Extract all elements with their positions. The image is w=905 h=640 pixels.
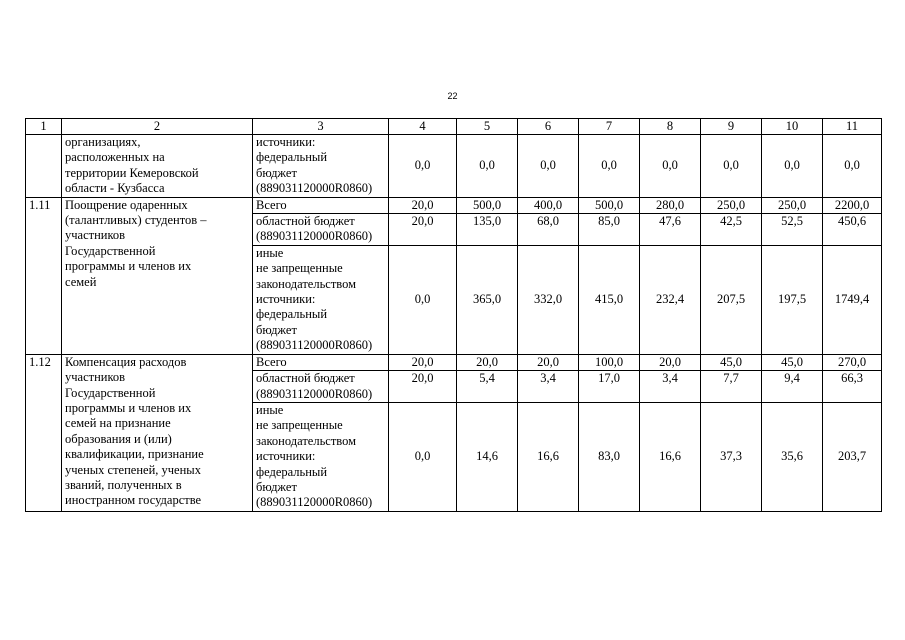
value-cell: 20,0 xyxy=(457,354,518,370)
value-cell: 0,0 xyxy=(640,135,701,198)
value-cell: 100,0 xyxy=(579,354,640,370)
value-cell: 0,0 xyxy=(823,135,882,198)
value-cell: 66,3 xyxy=(823,371,882,403)
value-cell: 0,0 xyxy=(389,135,457,198)
header-cell: 11 xyxy=(823,119,882,135)
value-cell: 7,7 xyxy=(701,371,762,403)
header-cell: 1 xyxy=(26,119,62,135)
row-number-cell: 1.12 xyxy=(26,354,62,511)
source-cell: областной бюджет (889031120000R0860) xyxy=(253,214,389,246)
value-cell: 3,4 xyxy=(640,371,701,403)
value-cell: 5,4 xyxy=(457,371,518,403)
value-cell: 20,0 xyxy=(640,354,701,370)
value-cell: 3,4 xyxy=(518,371,579,403)
table-row xyxy=(26,354,882,370)
value-cell: 280,0 xyxy=(640,197,701,213)
row-number-cell xyxy=(26,135,62,198)
value-cell: 0,0 xyxy=(518,135,579,198)
header-cell: 5 xyxy=(457,119,518,135)
page-number: 22 xyxy=(447,91,458,101)
value-cell: 83,0 xyxy=(579,402,640,511)
value-cell: 68,0 xyxy=(518,214,579,246)
value-cell: 20,0 xyxy=(389,197,457,213)
value-cell: 232,4 xyxy=(640,245,701,354)
row-name-cell: Компенсация расходов участников Государственной программы и членов их семей на признание образования и (или) квалификации, признание ученых степеней, ученых званий, полученных в иностранном государстве xyxy=(62,354,253,511)
value-cell: 0,0 xyxy=(762,135,823,198)
value-cell: 332,0 xyxy=(518,245,579,354)
value-cell: 14,6 xyxy=(457,402,518,511)
value-cell: 250,0 xyxy=(701,197,762,213)
value-cell: 0,0 xyxy=(389,245,457,354)
value-cell: 17,0 xyxy=(579,371,640,403)
value-cell: 207,5 xyxy=(701,245,762,354)
value-cell: 20,0 xyxy=(518,354,579,370)
value-cell: 52,5 xyxy=(762,214,823,246)
source-cell: Всего xyxy=(253,197,389,213)
value-cell: 203,7 xyxy=(823,402,882,511)
source-cell: областной бюджет (889031120000R0860) xyxy=(253,371,389,403)
value-cell: 45,0 xyxy=(701,354,762,370)
header-row xyxy=(26,119,882,135)
value-cell: 0,0 xyxy=(457,135,518,198)
header-cell: 2 xyxy=(62,119,253,135)
header-cell: 8 xyxy=(640,119,701,135)
header-cell: 3 xyxy=(253,119,389,135)
value-cell: 37,3 xyxy=(701,402,762,511)
budget-table xyxy=(25,118,882,512)
value-cell: 250,0 xyxy=(762,197,823,213)
value-cell: 197,5 xyxy=(762,245,823,354)
value-cell: 85,0 xyxy=(579,214,640,246)
source-cell: иные не запрещенные законодательством источники: федеральный бюджет (889031120000R0860) xyxy=(253,245,389,354)
value-cell: 42,5 xyxy=(701,214,762,246)
value-cell: 16,6 xyxy=(640,402,701,511)
table-row xyxy=(26,135,882,198)
value-cell: 365,0 xyxy=(457,245,518,354)
row-name-cell: Поощрение одаренных (талантливых) студентов – участников Государственной программы и членов их семей xyxy=(62,197,253,354)
value-cell: 400,0 xyxy=(518,197,579,213)
value-cell: 47,6 xyxy=(640,214,701,246)
value-cell: 0,0 xyxy=(579,135,640,198)
source-cell: Всего xyxy=(253,354,389,370)
value-cell: 20,0 xyxy=(389,214,457,246)
value-cell: 2200,0 xyxy=(823,197,882,213)
value-cell: 20,0 xyxy=(389,371,457,403)
header-cell: 4 xyxy=(389,119,457,135)
header-cell: 6 xyxy=(518,119,579,135)
value-cell: 0,0 xyxy=(701,135,762,198)
table-row xyxy=(26,197,882,213)
value-cell: 135,0 xyxy=(457,214,518,246)
value-cell: 20,0 xyxy=(389,354,457,370)
row-name-cell: организациях, расположенных на территории Кемеровской области - Кузбасса xyxy=(62,135,253,198)
value-cell: 1749,4 xyxy=(823,245,882,354)
value-cell: 45,0 xyxy=(762,354,823,370)
header-cell: 9 xyxy=(701,119,762,135)
value-cell: 270,0 xyxy=(823,354,882,370)
value-cell: 500,0 xyxy=(457,197,518,213)
header-cell: 7 xyxy=(579,119,640,135)
header-cell: 10 xyxy=(762,119,823,135)
value-cell: 415,0 xyxy=(579,245,640,354)
value-cell: 500,0 xyxy=(579,197,640,213)
value-cell: 9,4 xyxy=(762,371,823,403)
source-cell: источники: федеральный бюджет (889031120000R0860) xyxy=(253,135,389,198)
value-cell: 16,6 xyxy=(518,402,579,511)
value-cell: 0,0 xyxy=(389,402,457,511)
value-cell: 450,6 xyxy=(823,214,882,246)
row-number-cell: 1.11 xyxy=(26,197,62,354)
source-cell: иные не запрещенные законодательством источники: федеральный бюджет (889031120000R0860) xyxy=(253,402,389,511)
value-cell: 35,6 xyxy=(762,402,823,511)
